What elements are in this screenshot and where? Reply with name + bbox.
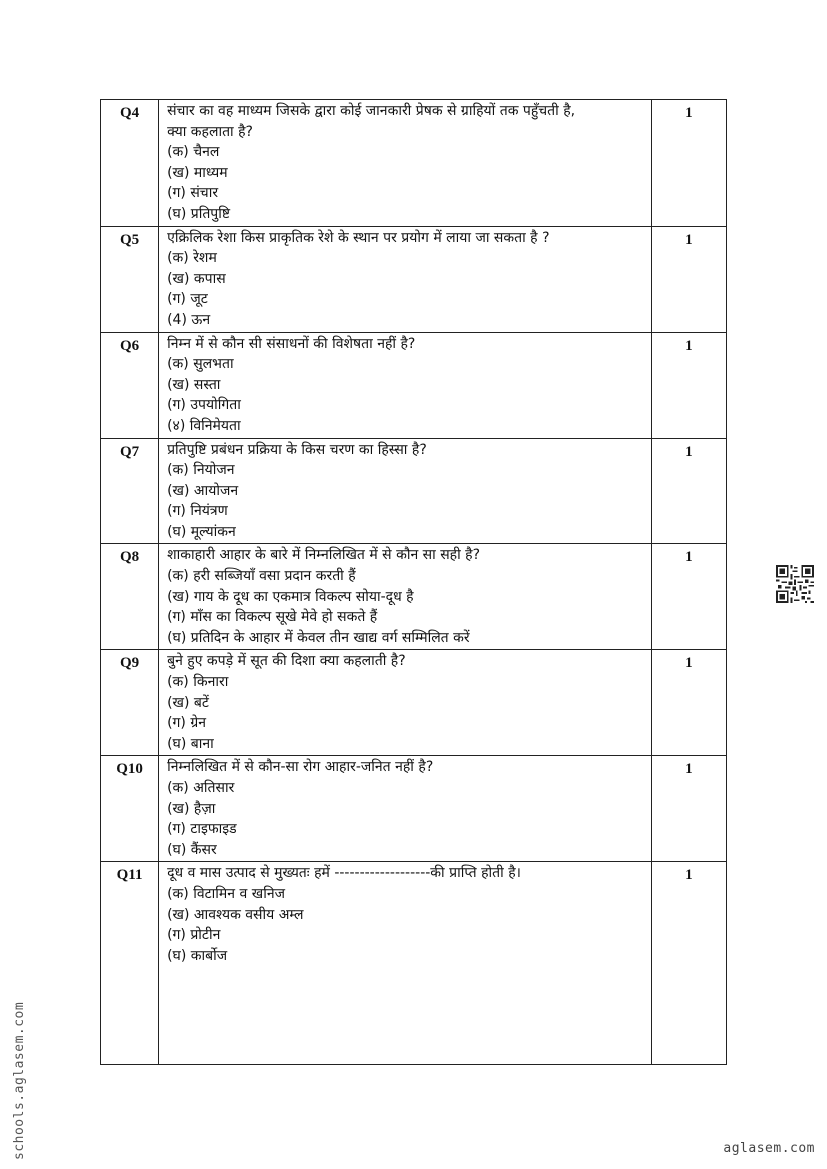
option: (घ) कार्बोज (167, 947, 228, 964)
option: (ख) माध्यम (167, 164, 228, 181)
option: (ग) नियंत्रण (167, 503, 228, 520)
site-watermark: aglasem.com (723, 1141, 815, 1156)
question-row (101, 100, 727, 227)
question-marks: 1 (651, 226, 726, 332)
question-number: Q10 (101, 756, 159, 862)
option: (ख) आवश्यक वसीय अम्ल (167, 906, 304, 923)
option: (क) चैनल (167, 144, 220, 161)
question-stem: दूध व मास उत्पाद से मुख्यतः हमें -------------------की प्राप्ति होती है। (167, 865, 521, 882)
option: (क) विटामिन व खनिज (167, 885, 285, 902)
option: (ग) टाइफाइड (167, 821, 237, 838)
question-body (159, 438, 652, 544)
option: (ख) बटें (167, 694, 209, 711)
option: (घ) बाना (167, 735, 214, 752)
option: (क) नियोजन (167, 462, 235, 479)
option: (घ) प्रतिपुष्टि (167, 205, 231, 222)
question-row (101, 226, 727, 332)
question-body (159, 544, 652, 650)
question-stem: बुने हुए कपड़े में सूत की दिशा क्या कहलाती है? (167, 653, 406, 670)
question-row (101, 438, 727, 544)
question-row (101, 544, 727, 650)
question-number: Q11 (101, 862, 159, 1065)
option: (ख) कपास (167, 270, 226, 287)
question-number: Q5 (101, 226, 159, 332)
question-marks: 1 (651, 862, 726, 1065)
question-body (159, 100, 652, 227)
option: (ग) जूट (167, 291, 208, 308)
question-marks: 1 (651, 100, 726, 227)
question-stem: निम्नलिखित में से कौन-सा रोग आहार-जनित नहीं है? (167, 759, 434, 776)
question-body (159, 332, 652, 438)
option: (ग) ग्रेन (167, 715, 207, 732)
question-marks: 1 (651, 544, 726, 650)
question-row (101, 332, 727, 438)
option: (क) सुलभता (167, 356, 234, 373)
question-stem: प्रतिपुष्टि प्रबंधन प्रक्रिया के किस चरण का हिस्सा है? (167, 441, 427, 458)
option: (ग) प्रोटीन (167, 927, 221, 944)
question-stem: संचार का वह माध्यम जिसके द्वारा कोई जानकारी प्रेषक से ग्राहियों तक पहुँचती है, (167, 103, 576, 119)
option: (ग) उपयोगिता (167, 397, 241, 414)
option: (4) ऊन (167, 311, 211, 328)
question-marks: 1 (651, 332, 726, 438)
question-marks: 1 (651, 650, 726, 756)
question-row (101, 756, 727, 862)
question-number: Q8 (101, 544, 159, 650)
question-row (101, 650, 727, 756)
option: (ग) संचार (167, 185, 219, 202)
question-stem: एक्रिलिक रेशा किस प्राकृतिक रेशे के स्थान पर प्रयोग में लाया जा सकता है ? (167, 229, 550, 246)
question-number: Q6 (101, 332, 159, 438)
question-row (101, 862, 727, 1065)
option: (क) किनारा (167, 674, 229, 691)
option: (४) विनिमेयता (167, 417, 241, 434)
option: (घ) प्रतिदिन के आहार में केवल तीन खाद्य वर्ग सम्मिलित करें (167, 629, 470, 646)
question-body (159, 650, 652, 756)
question-table (100, 99, 727, 1065)
question-stem: शाकाहारी आहार के बारे में निम्नलिखित में से कौन सा सही है? (167, 547, 481, 564)
qr-code-icon (776, 565, 814, 603)
question-number: Q4 (101, 100, 159, 227)
option: (ख) गाय के दूध का एकमात्र विकल्प सोया-दूध है (167, 588, 414, 605)
question-number: Q9 (101, 650, 159, 756)
question-body (159, 756, 652, 862)
question-marks: 1 (651, 756, 726, 862)
question-stem: निम्न में से कौन सी संसाधनों की विशेषता नहीं है? (167, 335, 416, 352)
option: (घ) कैंसर (167, 841, 217, 858)
option: (ख) हैज़ा (167, 800, 216, 817)
question-marks: 1 (651, 438, 726, 544)
option: (क) अतिसार (167, 780, 235, 796)
question-stem-continued: क्या कहलाता है? (167, 123, 253, 140)
option: (ख) आयोजन (167, 482, 239, 499)
option: (ग) माँस का विकल्प सूखे मेवे हो सकते हैं (167, 609, 378, 626)
question-body (159, 226, 652, 332)
question-number: Q7 (101, 438, 159, 544)
site-watermark-vertical: schools.aglasem.com (12, 1001, 27, 1160)
option: (क) हरी सब्जियाँ वसा प्रदान करती हैं (167, 568, 356, 585)
option: (क) रेशम (167, 250, 217, 267)
option: (घ) मूल्यांकन (167, 523, 236, 540)
question-body (159, 862, 652, 1065)
option: (ख) सस्ता (167, 376, 221, 393)
